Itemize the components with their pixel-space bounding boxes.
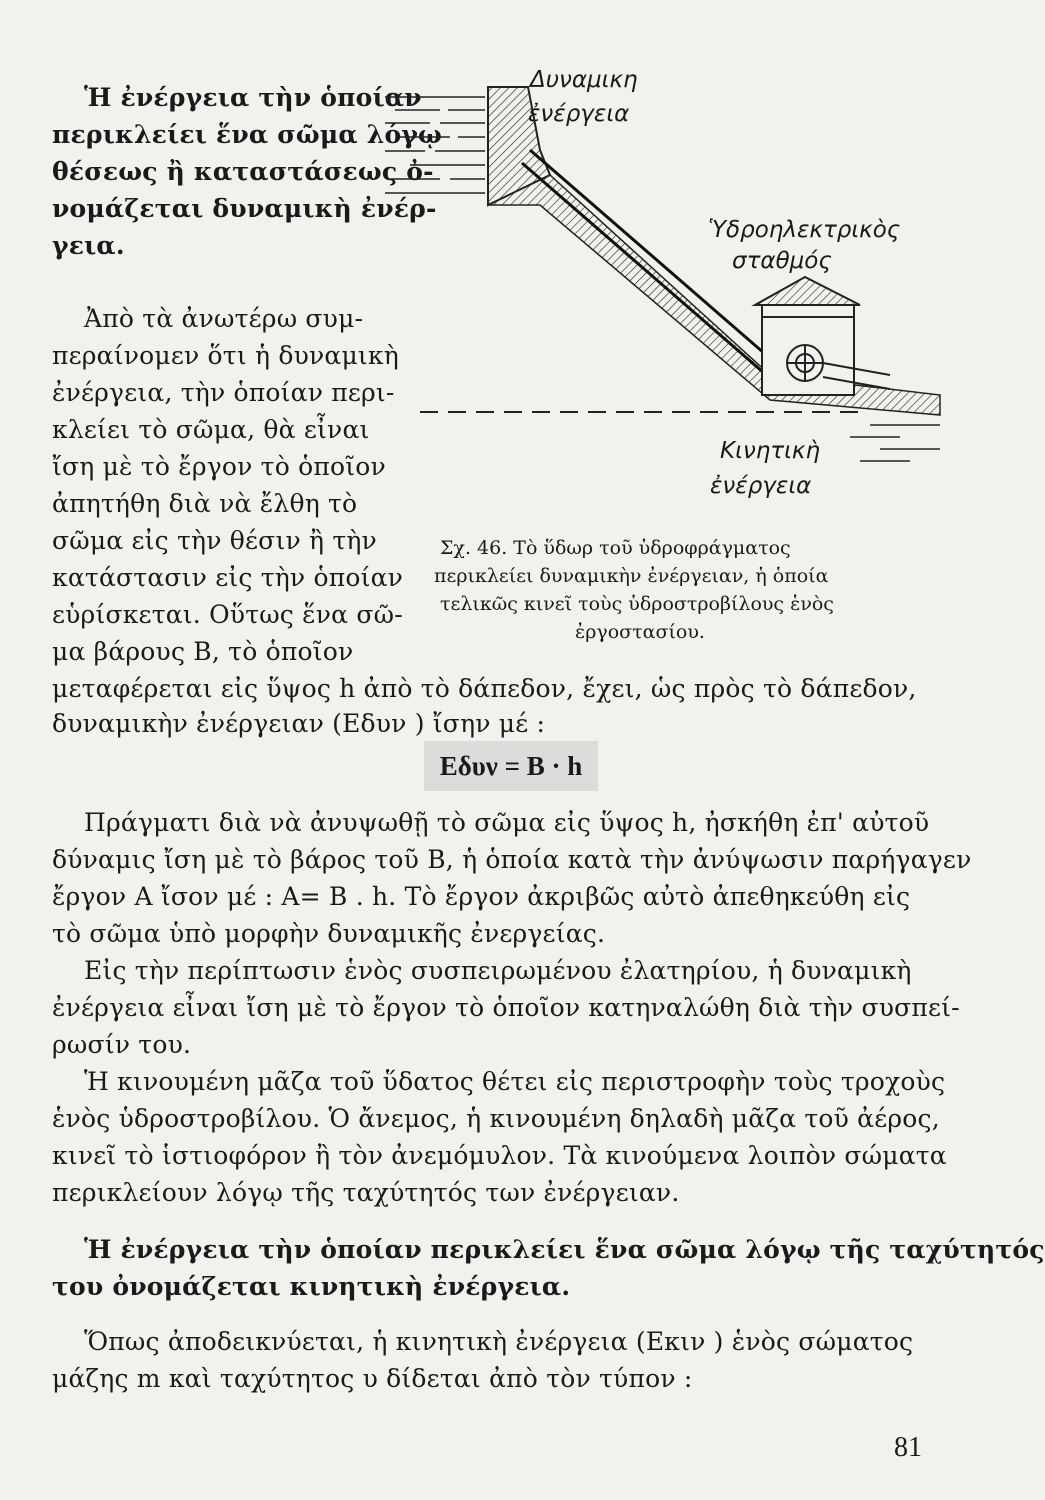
text-line: περαίνομεν ὅτι ἡ δυναμικὴ xyxy=(52,341,399,370)
definition-line: περικλείει ἕνα σῶμα λόγῳ xyxy=(52,120,443,149)
definition-line: του ὀνομάζεται κινητικὴ ἐνέργεια. xyxy=(52,1272,571,1301)
label-kinetic-line1: Κινητικὴ xyxy=(720,438,821,464)
definition-line: θέσεως ἢ καταστάσεως ὀ- xyxy=(52,157,434,186)
label-potential-line2: ἐνέργεια xyxy=(528,101,630,127)
text-line: κατάστασιν εἰς τὴν ὁποίαν xyxy=(52,563,404,592)
definition-line: νομάζεται δυναμικὴ ἐνέρ- xyxy=(52,194,437,223)
power-house xyxy=(755,277,890,395)
reservoir-water xyxy=(385,97,485,193)
text-line: κλείει τὸ σῶμα, θὰ εἶναι xyxy=(52,415,370,444)
label-station-line2: σταθμός xyxy=(732,248,832,274)
text-line: ρωσίν του. xyxy=(52,1030,192,1059)
potential-energy-formula: Eδυν = B · h xyxy=(424,741,598,791)
text-line: ἴση μὲ τὸ ἔργον τὸ ὁποῖον xyxy=(52,452,386,481)
text-line: Ἀπὸ τὰ ἀνωτέρω συμ- xyxy=(84,304,364,333)
text-line: μεταφέρεται εἰς ὕψος h ἀπὸ τὸ δάπεδον, ἔχει, ὡς πρὸς τὸ δάπεδον, xyxy=(52,674,917,703)
text-line: ἀπητήθη διὰ νὰ ἔλθη τὸ xyxy=(52,489,358,518)
definition-line: Ἡ ἐνέργεια τὴν ὁποίαν xyxy=(84,83,422,112)
definition-line: Ἡ ἐνέργεια τὴν ὁποίαν περικλείει ἕνα σῶμα λόγῳ τῆς ταχύτητός xyxy=(84,1235,1045,1264)
text-line: ἑνὸς ὑδροστροβίλου. Ὁ ἄνεμος, ἡ κινουμένη δηλαδὴ μᾶζα τοῦ ἀέρος, xyxy=(52,1104,940,1133)
text-line: μάζης m καὶ ταχύτητος υ δίδεται ἀπὸ τὸν τύπον : xyxy=(52,1364,693,1393)
text-line: Πράγματι διὰ νὰ ἀνυψωθῇ τὸ σῶμα εἰς ὕψος h, ἠσκήθη ἐπ' αὐτοῦ xyxy=(84,808,930,837)
text-line: περικλείουν λόγῳ τῆς ταχύτητός των ἐνέργειαν. xyxy=(52,1178,680,1207)
label-station-line1: Ὑδροηλεκτρικὸς xyxy=(708,217,901,243)
text-line: δυναμικὴν ἐνέργειαν (Eδυν ) ἴσην μέ : xyxy=(52,709,546,738)
text-line: Ἡ κινουμένη μᾶζα τοῦ ὕδατος θέτει εἰς περιστροφὴν τοὺς τροχοὺς xyxy=(84,1067,946,1096)
text-line: δύναμις ἴση μὲ τὸ βάρος τοῦ Β, ἡ ὁποία κατὰ τὴν ἀνύψωσιν παρήγαγεν xyxy=(52,845,972,874)
label-potential-line1: Δυναμικη xyxy=(530,67,638,93)
text-line: εὑρίσκεται. Οὕτως ἕνα σῶ- xyxy=(52,600,403,629)
tailwater xyxy=(850,425,940,461)
page-number: 81 xyxy=(894,1432,922,1463)
text-line: μα βάρους Β, τὸ ὁποῖον xyxy=(52,637,354,666)
text-line: σῶμα εἰς τὴν θέσιν ἢ τὴν xyxy=(52,526,377,555)
text-line: κινεῖ τὸ ἱστιοφόρον ἢ τὸν ἀνεμόμυλον. Τὰ κινούμενα λοιπὸν σώματα xyxy=(52,1141,947,1170)
text-line: ἐνέργεια, τὴν ὁποίαν περι- xyxy=(52,378,395,407)
hydroelectric-dam-figure xyxy=(380,55,940,525)
label-kinetic-line2: ἐνέργεια xyxy=(710,473,812,499)
text-line: Εἰς τὴν περίπτωσιν ἑνὸς συσπειρωμένου ἐλατηρίου, ἡ δυναμικὴ xyxy=(84,956,912,985)
figure-caption-line: ἐργοστασίου. xyxy=(575,621,705,643)
text-line: Ὅπως ἀποδεικνύεται, ἡ κινητικὴ ἐνέργεια (Eκιν ) ἑνὸς σώματος xyxy=(84,1327,914,1356)
figure-caption-line: περικλείει δυναμικὴν ἐνέργειαν, ἡ ὁποία xyxy=(434,565,829,587)
text-line: τὸ σῶμα ὑπὸ μορφὴν δυναμικῆς ἐνεργείας. xyxy=(52,919,606,948)
figure-caption-line: τελικῶς κινεῖ τοὺς ὑδροστροβίλους ἑνὸς xyxy=(440,593,834,615)
text-line: ἔργον Α ἴσον μέ : Α= Β . h. Τὸ ἔργον ἀκριβῶς αὐτὸ ἀπεθηκεύθη εἰς xyxy=(52,882,911,911)
text-line: ἐνέργεια εἶναι ἴση μὲ τὸ ἔργον τὸ ὁποῖον κατηναλώθη διὰ τὴν συσπεί- xyxy=(52,993,960,1022)
definition-line: γεια. xyxy=(52,231,125,260)
figure-caption-line: Σχ. 46. Τὸ ὕδωρ τοῦ ὑδροφράγματος xyxy=(440,537,791,559)
ground-slope xyxy=(488,175,940,415)
